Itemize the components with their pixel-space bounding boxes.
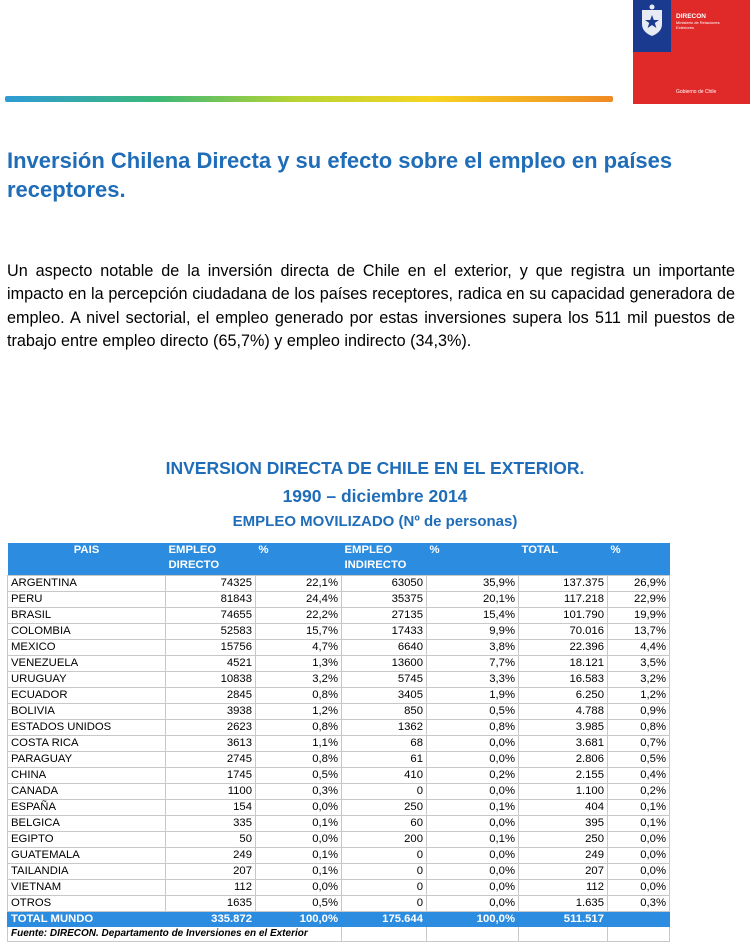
table-row <box>8 880 670 896</box>
total-total: 511.517 <box>519 912 608 927</box>
cell-direct: 52583 <box>166 624 256 640</box>
cell-direct-pct: 4,7% <box>256 640 342 656</box>
cell-indirect-pct: 0,0% <box>427 784 519 800</box>
table-row <box>8 768 670 784</box>
cell-indirect: 6640 <box>342 640 427 656</box>
cell-total: 112 <box>519 880 608 896</box>
cell-direct-pct: 0,3% <box>256 784 342 800</box>
cell-direct-pct: 0,0% <box>256 880 342 896</box>
cell-indirect: 0 <box>342 896 427 912</box>
cell-direct: 74655 <box>166 608 256 624</box>
cell-country: GUATEMALA <box>8 848 166 864</box>
cell-direct: 335 <box>166 816 256 832</box>
table-row <box>8 704 670 720</box>
cell-total: 6.250 <box>519 688 608 704</box>
cell-direct-pct: 22,2% <box>256 608 342 624</box>
cell-total-pct: 0,7% <box>608 736 670 752</box>
table-source-row <box>8 927 670 942</box>
cell-total-pct: 22,9% <box>608 592 670 608</box>
cell-indirect: 1362 <box>342 720 427 736</box>
direcon-logo <box>633 0 750 104</box>
cell-total-pct: 0,0% <box>608 848 670 864</box>
total-direct-pct: 100,0% <box>256 912 342 927</box>
total-country: TOTAL MUNDO <box>8 912 166 927</box>
cell-country: COSTA RICA <box>8 736 166 752</box>
cell-direct-pct: 0,1% <box>256 848 342 864</box>
cell-country: BOLIVIA <box>8 704 166 720</box>
cell-indirect-pct: 0,1% <box>427 832 519 848</box>
cell-total-pct: 0,4% <box>608 768 670 784</box>
cell-total-pct: 0,1% <box>608 816 670 832</box>
cell-direct-pct: 0,1% <box>256 816 342 832</box>
cell-country: VENEZUELA <box>8 656 166 672</box>
cell-indirect-pct: 1,9% <box>427 688 519 704</box>
cell-total: 22.396 <box>519 640 608 656</box>
header-empleo-directo: EMPLEO DIRECTO <box>166 543 256 576</box>
cell-total-pct: 1,2% <box>608 688 670 704</box>
cell-country: ECUADOR <box>8 688 166 704</box>
cell-total: 18.121 <box>519 656 608 672</box>
cell-direct: 2745 <box>166 752 256 768</box>
cell-total: 250 <box>519 832 608 848</box>
cell-indirect: 850 <box>342 704 427 720</box>
cell-direct-pct: 0,8% <box>256 720 342 736</box>
header-empleo-indirecto: EMPLEO INDIRECTO <box>342 543 427 576</box>
table-body <box>8 576 670 942</box>
header-pais: PAIS <box>8 543 166 576</box>
cell-country: EGIPTO <box>8 832 166 848</box>
cell-total: 404 <box>519 800 608 816</box>
cell-direct: 3613 <box>166 736 256 752</box>
cell-direct: 1745 <box>166 768 256 784</box>
cell-direct-pct: 0,8% <box>256 688 342 704</box>
cell-direct-pct: 0,5% <box>256 768 342 784</box>
cell-total-pct: 26,9% <box>608 576 670 592</box>
table-row <box>8 800 670 816</box>
cell-direct: 4521 <box>166 656 256 672</box>
cell-total: 16.583 <box>519 672 608 688</box>
cell-indirect-pct: 0,1% <box>427 800 519 816</box>
total-total-pct <box>608 912 670 927</box>
table-row <box>8 656 670 672</box>
cell-country: CHINA <box>8 768 166 784</box>
cell-indirect: 35375 <box>342 592 427 608</box>
cell-direct-pct: 0,5% <box>256 896 342 912</box>
cell-direct: 3938 <box>166 704 256 720</box>
cell-total-pct: 0,3% <box>608 896 670 912</box>
table-row <box>8 624 670 640</box>
cell-direct: 1100 <box>166 784 256 800</box>
cell-direct-pct: 24,4% <box>256 592 342 608</box>
employment-table <box>7 543 670 942</box>
cell-total: 117.218 <box>519 592 608 608</box>
table-subtitle: EMPLEO MOVILIZADO (Nº de personas) <box>232 513 518 530</box>
table-row <box>8 848 670 864</box>
cell-direct-pct: 1,3% <box>256 656 342 672</box>
header-pct-total: % <box>608 543 670 576</box>
cell-direct: 74325 <box>166 576 256 592</box>
cell-indirect: 27135 <box>342 608 427 624</box>
cell-total-pct: 3,2% <box>608 672 670 688</box>
total-indirect-pct: 100,0% <box>427 912 519 927</box>
cell-indirect: 200 <box>342 832 427 848</box>
cell-direct-pct: 0,8% <box>256 752 342 768</box>
cell-country: CANADA <box>8 784 166 800</box>
cell-country: ESTADOS UNIDOS <box>8 720 166 736</box>
cell-total-pct: 0,0% <box>608 832 670 848</box>
cell-direct: 154 <box>166 800 256 816</box>
cell-country: TAILANDIA <box>8 864 166 880</box>
cell-direct-pct: 0,0% <box>256 800 342 816</box>
cell-direct: 10838 <box>166 672 256 688</box>
cell-total-pct: 0,0% <box>608 880 670 896</box>
table-row <box>8 608 670 624</box>
cell-country: VIETNAM <box>8 880 166 896</box>
cell-total: 1.100 <box>519 784 608 800</box>
cell-indirect-pct: 9,9% <box>427 624 519 640</box>
cell-indirect: 61 <box>342 752 427 768</box>
cell-direct: 2623 <box>166 720 256 736</box>
cell-indirect-pct: 0,0% <box>427 752 519 768</box>
cell-indirect-pct: 0,0% <box>427 736 519 752</box>
logo-brand-text: DIRECON <box>676 13 706 20</box>
cell-country: COLOMBIA <box>8 624 166 640</box>
cell-country: URUGUAY <box>8 672 166 688</box>
cell-direct: 112 <box>166 880 256 896</box>
total-indirect: 175.644 <box>342 912 427 927</box>
cell-direct: 81843 <box>166 592 256 608</box>
cell-country: OTROS <box>8 896 166 912</box>
cell-total-pct: 19,9% <box>608 608 670 624</box>
intro-paragraph: Un aspecto notable de la inversión directa de Chile en el exterior, y que registra un importante impacto en la percepción ciudadana de los países receptores, radica en su capacidad generadora de empleo. A nivel sectorial, el empleo generado por estas inversiones supera los 511 mil puestos de trabajo entre empleo directo (65,7%) y empleo indirecto (34,3%). <box>7 262 735 350</box>
cell-indirect-pct: 0,5% <box>427 704 519 720</box>
cell-indirect: 0 <box>342 864 427 880</box>
cell-indirect-pct: 15,4% <box>427 608 519 624</box>
cell-indirect-pct: 0,0% <box>427 864 519 880</box>
source-row-empty-cell <box>608 927 670 942</box>
cell-total: 4.788 <box>519 704 608 720</box>
table-row <box>8 672 670 688</box>
cell-total-pct: 13,7% <box>608 624 670 640</box>
cell-total: 101.790 <box>519 608 608 624</box>
cell-total-pct: 0,0% <box>608 864 670 880</box>
cell-direct-pct: 22,1% <box>256 576 342 592</box>
header-pct-directo: % <box>256 543 342 576</box>
cell-direct: 207 <box>166 864 256 880</box>
cell-indirect-pct: 0,0% <box>427 896 519 912</box>
cell-indirect: 63050 <box>342 576 427 592</box>
page-heading: Inversión Chilena Directa y su efecto sobre el empleo en países receptores. <box>7 148 673 202</box>
cell-indirect-pct: 7,7% <box>427 656 519 672</box>
cell-direct: 50 <box>166 832 256 848</box>
table-row <box>8 640 670 656</box>
cell-country: PARAGUAY <box>8 752 166 768</box>
table-total-row <box>8 912 670 927</box>
table-row <box>8 592 670 608</box>
table-row <box>8 784 670 800</box>
header-total: TOTAL <box>519 543 608 576</box>
cell-total: 2.155 <box>519 768 608 784</box>
total-direct: 335.872 <box>166 912 256 927</box>
cell-total-pct: 0,9% <box>608 704 670 720</box>
cell-direct: 1635 <box>166 896 256 912</box>
cell-total: 70.016 <box>519 624 608 640</box>
logo-government-text: Gobierno de Chile <box>676 89 717 95</box>
cell-total-pct: 0,8% <box>608 720 670 736</box>
cell-indirect-pct: 0,0% <box>427 848 519 864</box>
cell-country: PERU <box>8 592 166 608</box>
cell-country: BELGICA <box>8 816 166 832</box>
cell-indirect-pct: 0,0% <box>427 880 519 896</box>
header-gradient-rule <box>5 96 613 102</box>
cell-direct-pct: 1,2% <box>256 704 342 720</box>
logo-ministry-text: Ministerio de Relaciones Exteriores <box>676 20 720 30</box>
cell-total-pct: 0,5% <box>608 752 670 768</box>
header-pct-indirecto: % <box>427 543 519 576</box>
cell-indirect: 5745 <box>342 672 427 688</box>
table-title: INVERSION DIRECTA DE CHILE EN EL EXTERIOR. <box>165 458 585 478</box>
cell-country: ARGENTINA <box>8 576 166 592</box>
table-row <box>8 816 670 832</box>
table-period: 1990 – diciembre 2014 <box>282 486 468 506</box>
cell-indirect-pct: 0,8% <box>427 720 519 736</box>
logo-red-lower-field <box>633 52 671 104</box>
cell-total: 1.635 <box>519 896 608 912</box>
cell-total: 2.806 <box>519 752 608 768</box>
table-row <box>8 720 670 736</box>
cell-direct-pct: 3,2% <box>256 672 342 688</box>
cell-total: 137.375 <box>519 576 608 592</box>
cell-country: ESPAÑA <box>8 800 166 816</box>
cell-country: BRASIL <box>8 608 166 624</box>
cell-indirect-pct: 0,2% <box>427 768 519 784</box>
cell-indirect-pct: 20,1% <box>427 592 519 608</box>
cell-indirect: 410 <box>342 768 427 784</box>
cell-indirect-pct: 35,9% <box>427 576 519 592</box>
table-row <box>8 688 670 704</box>
cell-indirect: 17433 <box>342 624 427 640</box>
cell-direct-pct: 1,1% <box>256 736 342 752</box>
table-row <box>8 832 670 848</box>
cell-indirect: 68 <box>342 736 427 752</box>
cell-indirect: 13600 <box>342 656 427 672</box>
table-row <box>8 736 670 752</box>
cell-direct: 249 <box>166 848 256 864</box>
source-row-empty-cell <box>427 927 519 942</box>
cell-indirect-pct: 3,8% <box>427 640 519 656</box>
cell-total: 207 <box>519 864 608 880</box>
cell-indirect-pct: 0,0% <box>427 816 519 832</box>
source-row-empty-cell <box>342 927 427 942</box>
table-header-row <box>8 543 670 576</box>
cell-total-pct: 0,1% <box>608 800 670 816</box>
cell-direct-pct: 0,0% <box>256 832 342 848</box>
cell-total-pct: 4,4% <box>608 640 670 656</box>
cell-direct: 2845 <box>166 688 256 704</box>
source-note: Fuente: DIRECON. Departamento de Inversiones en el Exterior <box>8 927 342 942</box>
cell-total-pct: 0,2% <box>608 784 670 800</box>
cell-indirect-pct: 3,3% <box>427 672 519 688</box>
cell-direct-pct: 15,7% <box>256 624 342 640</box>
table-row <box>8 576 670 592</box>
cell-indirect: 0 <box>342 848 427 864</box>
cell-total: 3.681 <box>519 736 608 752</box>
cell-total: 249 <box>519 848 608 864</box>
cell-indirect: 3405 <box>342 688 427 704</box>
cell-total: 3.985 <box>519 720 608 736</box>
table-row <box>8 752 670 768</box>
cell-total-pct: 3,5% <box>608 656 670 672</box>
cell-indirect: 0 <box>342 784 427 800</box>
cell-indirect: 0 <box>342 880 427 896</box>
chile-crest-icon <box>637 4 667 38</box>
cell-direct: 15756 <box>166 640 256 656</box>
table-row <box>8 864 670 880</box>
source-row-empty-cell <box>519 927 608 942</box>
cell-country: MEXICO <box>8 640 166 656</box>
cell-total: 395 <box>519 816 608 832</box>
cell-direct-pct: 0,1% <box>256 864 342 880</box>
cell-indirect: 60 <box>342 816 427 832</box>
table-row <box>8 896 670 912</box>
cell-indirect: 250 <box>342 800 427 816</box>
